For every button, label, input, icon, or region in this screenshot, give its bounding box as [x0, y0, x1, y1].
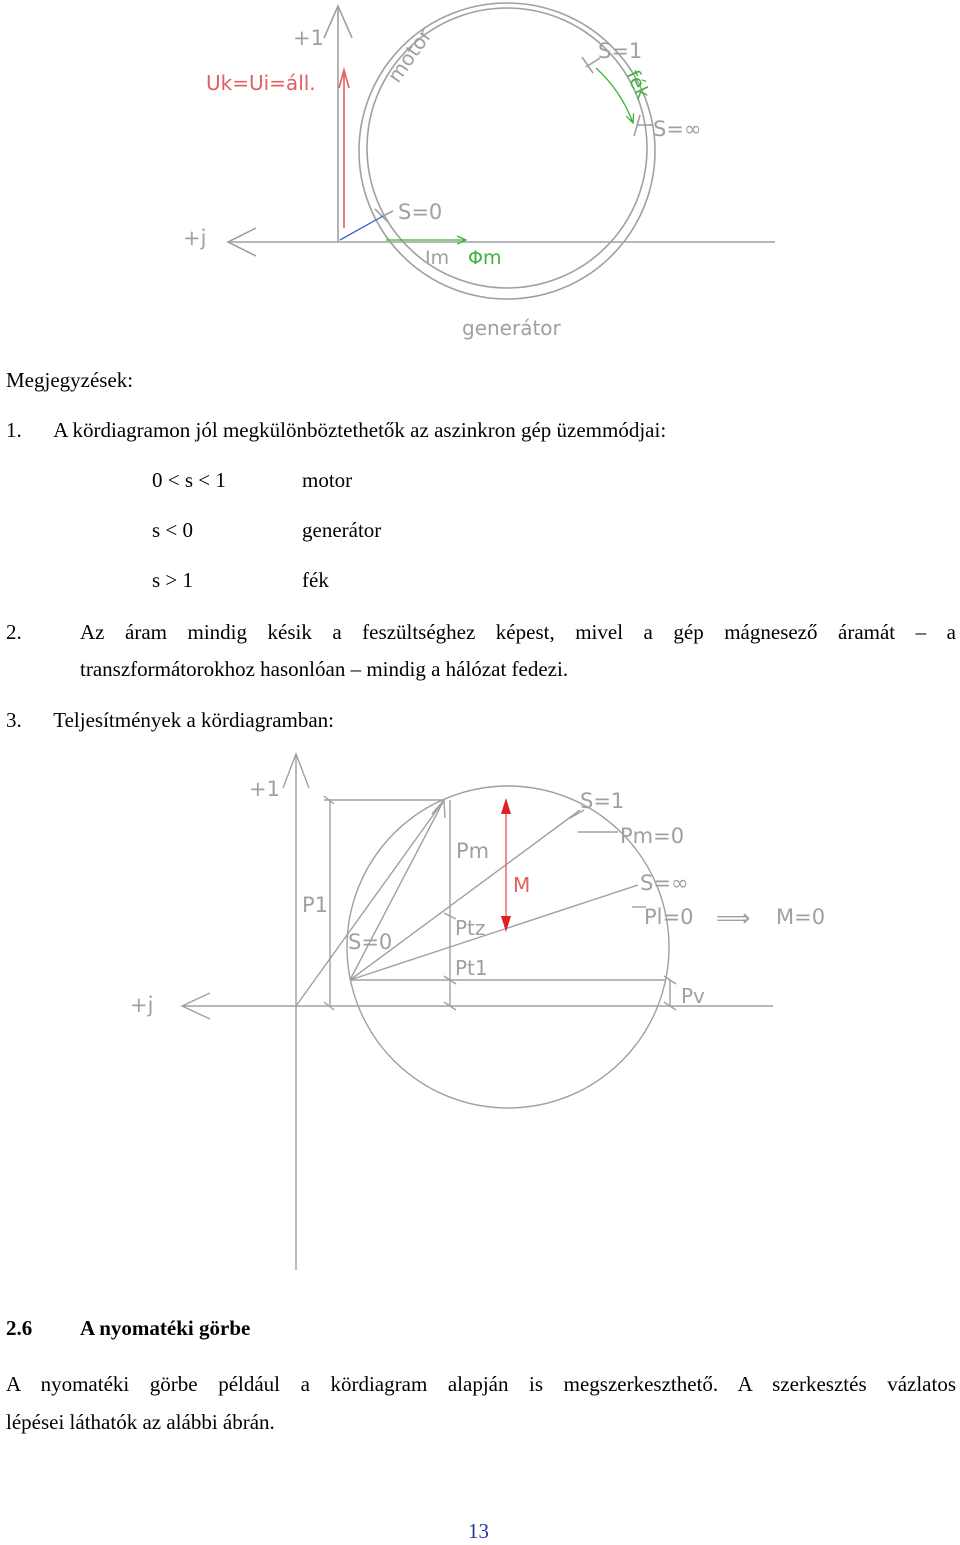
mode-name-generator: generátor [302, 518, 382, 542]
m0-label: M=0 [776, 905, 826, 929]
section-number: 2.6 [6, 1316, 33, 1340]
mode-name-motor: motor [302, 468, 353, 492]
torque-arrow-head-top [501, 798, 511, 814]
note-item-2-line-1: Az áram mindig késik a feszültséghez képest, mivel a gép mágnesező áramát – a [80, 620, 956, 644]
phim-label: Φm [468, 247, 502, 269]
im-label: Im [425, 247, 450, 269]
circle-diagram-powers [0, 740, 960, 1300]
mode-cond-generator: s < 0 [152, 518, 194, 542]
note-item-2-line-2: transzformátorokhoz hasonlóan – mindig a hálózat fedezi. [80, 657, 569, 681]
ptz-label: Ptz [455, 916, 486, 940]
mode-cond-motor: 0 < s < 1 [152, 468, 226, 492]
implies-arrow: ⟹ [716, 904, 751, 932]
s0-label: S=0 [398, 200, 443, 224]
pl0-label: Pl=0 [644, 905, 694, 929]
section-paragraph-line-1: A nyomatéki görbe például a kördiagram alapján is megszerkeszthető. A szerkesztés vázlatos [6, 1372, 956, 1396]
section-title: A nyomatéki görbe [80, 1316, 251, 1340]
circle-diagram-operating-modes [0, 0, 960, 360]
plusj-label: +j [183, 226, 207, 250]
current-line [340, 216, 383, 240]
torque-line [350, 885, 638, 980]
pm-label: Pm [456, 839, 490, 863]
generator-label: generátor [462, 316, 561, 340]
plusj-label: +j [130, 993, 154, 1017]
s0-label: S=0 [348, 930, 393, 954]
note-item-2-number: 2. [6, 620, 22, 644]
plus1-label: +1 [249, 777, 280, 801]
pt1-label: Pt1 [455, 956, 488, 980]
pm0-label: Pm=0 [620, 824, 685, 848]
pv-label: Pv [681, 984, 705, 1008]
s1-tick [582, 57, 593, 73]
voltage-label: Uk=Ui=áll. [206, 71, 316, 95]
mechanical-power-line [350, 810, 580, 980]
s1-label: S=1 [598, 39, 643, 63]
p1-label: P1 [302, 893, 329, 917]
plus1-label: +1 [293, 26, 324, 50]
brake-label: fék [621, 66, 654, 103]
note-item-3: 3. Teljesítmények a kördiagramban: [6, 708, 335, 732]
mode-cond-brake: s > 1 [152, 568, 194, 592]
s1-label: S=1 [580, 789, 625, 813]
sinf-label: S=∞ [640, 871, 689, 895]
note-item-1: 1. A kördiagramon jól megkülönböztethetők az aszinkron gép üzemmódjai: [6, 418, 667, 442]
m-label: M [513, 873, 531, 897]
page-number: 13 [468, 1519, 489, 1543]
s0-leader [383, 211, 393, 216]
motor-label: motor [382, 23, 437, 87]
section-paragraph-line-2: lépései láthatók az alábbi ábrán. [6, 1410, 275, 1434]
mode-name-brake: fék [302, 568, 329, 592]
notes-heading: Megjegyzések: [6, 368, 134, 392]
sinf-label: S=∞ [653, 117, 702, 141]
